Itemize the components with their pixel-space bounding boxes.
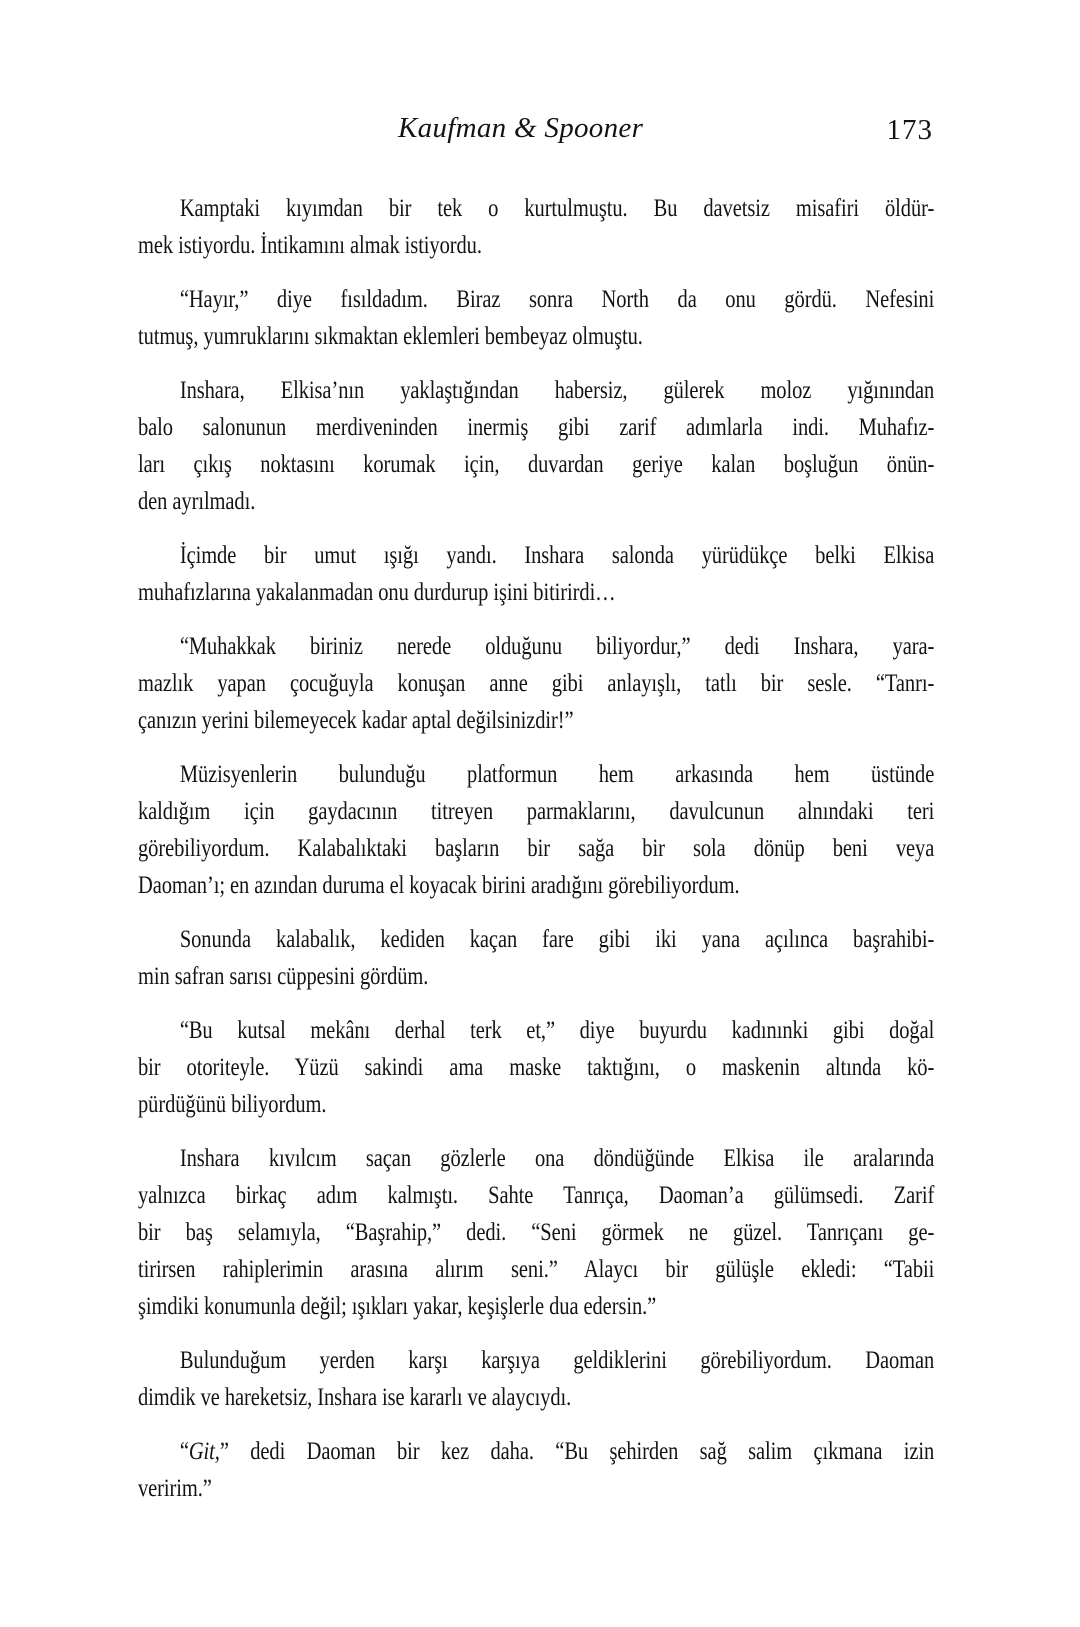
paragraph [138, 628, 934, 739]
text-line: Kamptaki kıyımdan bir tek o kurtulmuştu. Bu davetsiz misafiri öldür- [179, 195, 935, 222]
body-text [138, 190, 934, 1507]
text-line: kaldığım için gaydacının titreyen parmaklarını, davulcunun alnındaki teri [138, 798, 935, 825]
text-line: bir baş selamıyla, “Başrahip,” dedi. “Seni görmek ne güzel. Tanrıçanı ge- [138, 1219, 935, 1246]
text-line: Inshara, Elkisa’nın yaklaştığından habersiz, gülerek moloz yığınından [179, 377, 935, 404]
text-line: veririm.” [138, 1475, 212, 1502]
paragraph [138, 281, 934, 355]
paragraph [138, 1433, 934, 1507]
text-line: Inshara kıvılcım saçan gözlerle ona döndüğünde Elkisa ile aralarında [179, 1145, 935, 1172]
text-line: şimdiki konumunla değil; ışıkları yakar, keşişlerle dua edersin.” [138, 1293, 657, 1320]
text-line: Müzisyenlerin bulunduğu platformun hem arkasında hem üstünde [179, 761, 935, 788]
text-line: balo salonunun merdiveninden inermiş gibi zarif adımlarla indi. Muhafız- [138, 414, 935, 441]
text-line: mazlık yapan çocuğuyla konuşan anne gibi anlayışlı, tatlı bir sesle. “Tanrı- [138, 670, 935, 697]
text-line: ları çıkış noktasını korumak için, duvardan geriye kalan boşluğun önün- [138, 451, 935, 478]
text-line: mek istiyordu. İntikamını almak istiyordu. [138, 232, 482, 259]
text-line: “Git,” dedi Daoman bir kez daha. “Bu şehirden sağ salim çıkmana izin [179, 1438, 935, 1465]
text-line: yalnızca birkaç adım kalmıştı. Sahte Tanrıça, Daoman’a gülümsedi. Zarif [138, 1182, 935, 1209]
text-line: min safran sarısı cüppesini gördüm. [138, 963, 429, 990]
paragraph [138, 1012, 934, 1123]
text-line: görebiliyordum. Kalabalıktaki başların bir sağa bir sola dönüp beni veya [138, 835, 935, 862]
text-line: Daoman’ı; en azından duruma el koyacak birini aradığını görebiliyordum. [138, 872, 740, 899]
paragraph [138, 1140, 934, 1325]
text-line: pürdüğünü biliyordum. [138, 1091, 327, 1118]
text-line: tirirsen rahiplerimin arasına alırım seni.” Alaycı bir gülüşle ekledi: “Tabii [138, 1256, 935, 1283]
text-line: dimdik ve hareketsiz, Inshara ise kararlı ve alaycıydı. [138, 1384, 572, 1411]
text-line: muhafızlarına yakalanmadan onu durdurup işini bitirirdi… [138, 579, 616, 606]
text-line: “Hayır,” diye fısıldadım. Biraz sonra North da onu gördü. Nefesini [179, 286, 935, 313]
text-line: “Bu kutsal mekânı derhal terk et,” diye buyurdu kadınınki gibi doğal [179, 1017, 935, 1044]
paragraph [138, 756, 934, 904]
text-line: “Muhakkak biriniz nerede olduğunu biliyordur,” dedi Inshara, yara- [179, 633, 935, 660]
paragraph [138, 921, 934, 995]
text-line: tutmuş, yumruklarını sıkmaktan eklemleri bembeyaz olmuştu. [138, 323, 643, 350]
paragraph [138, 190, 934, 264]
paragraph [138, 1342, 934, 1416]
text-line: den ayrılmadı. [138, 488, 256, 515]
text-line: bir otoriteyle. Yüzü sakindi ama maske taktığını, o maskenin altında kö- [138, 1054, 935, 1081]
text-line: İçimde bir umut ışığı yandı. Inshara salonda yürüdükçe belki Elkisa [179, 542, 935, 569]
paragraph [138, 537, 934, 611]
text-line: Bulunduğum yerden karşı karşıya geldiklerini görebiliyordum. Daoman [179, 1347, 935, 1374]
text-line: Sonunda kalabalık, kediden kaçan fare gibi iki yana açılınca başrahibi- [179, 926, 935, 953]
text-line: çanızın yerini bilemeyecek kadar aptal değilsinizdir!” [138, 707, 574, 734]
paragraph [138, 372, 934, 520]
running-head-title: Kaufman & Spooner [398, 112, 644, 144]
page-number: 173 [886, 114, 933, 146]
